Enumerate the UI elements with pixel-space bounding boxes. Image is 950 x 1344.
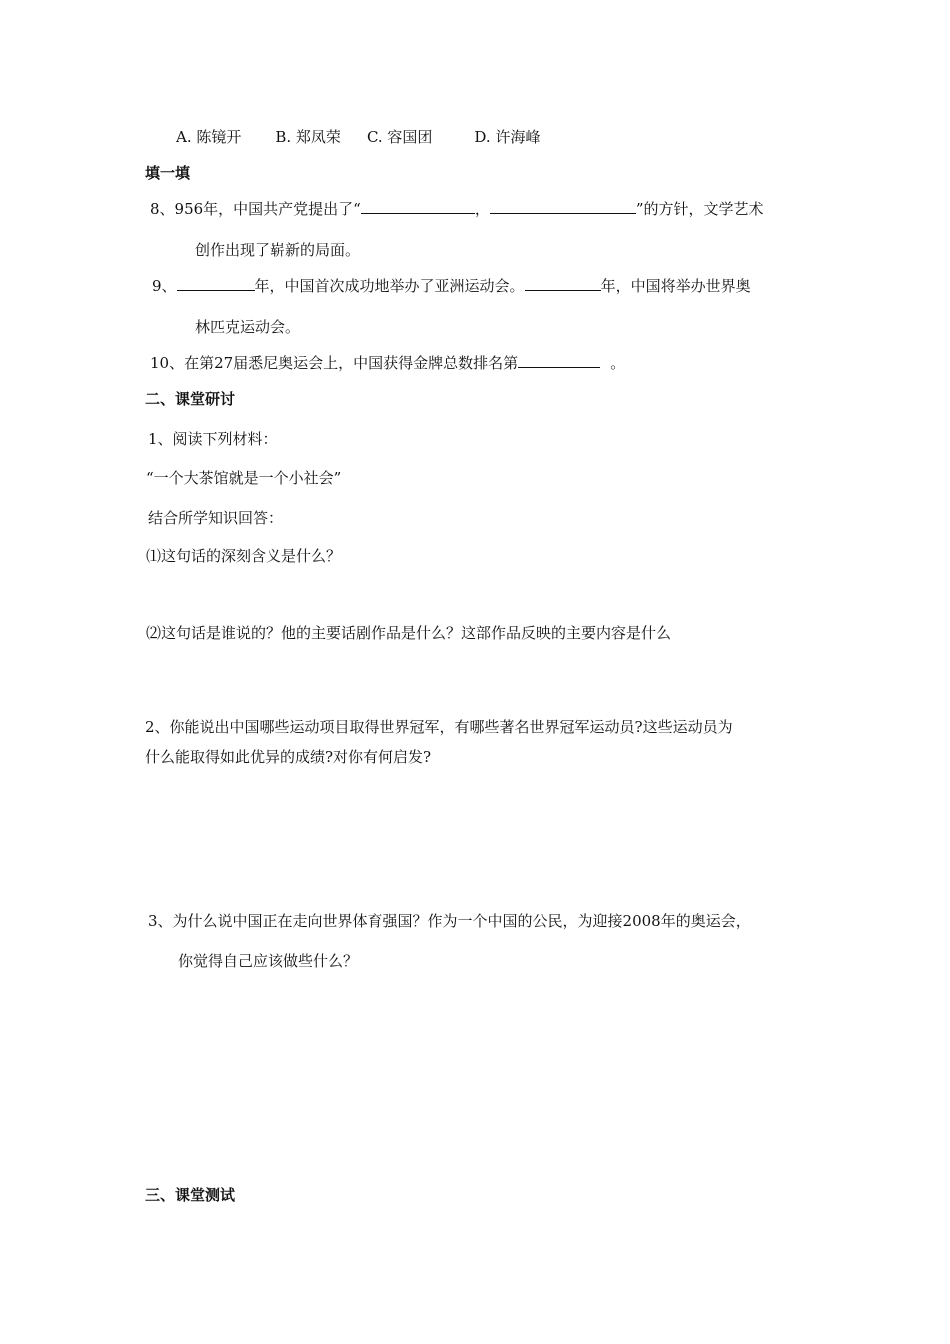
discussion-q3-line1: 3、为什么说中国正在走向世界体育强国？作为一个中国的公民，为迎接2008年的奥运会，: [148, 912, 751, 930]
choice-c: C. 容国团: [366, 128, 433, 146]
discussion-q1-prompt: 结合所学知识回答：: [148, 509, 284, 527]
question-9: [152, 276, 751, 296]
q9-part2: 年，中国首次成功地举办了亚洲运动会。: [254, 277, 525, 295]
q8-blank-2[interactable]: [490, 199, 636, 214]
discussion-q1-quote: “一个大茶馆就是一个小社会”: [146, 469, 342, 487]
discussion-q1-sub1: ⑴这句话的深刻含义是什么？: [146, 547, 342, 565]
q9-blank-2[interactable]: [525, 276, 601, 291]
q8-part1: 8、956年，中国共产党提出了“: [150, 200, 361, 218]
q10-blank[interactable]: [518, 353, 600, 368]
question-9-cont: 林匹克运动会。: [195, 318, 301, 336]
q8-part2: ，: [474, 200, 490, 218]
q9-part1: 9、: [152, 277, 177, 295]
discussion-q3-line2: 你觉得自己应该做些什么？: [178, 952, 359, 970]
section-3-title: 三、课堂测试: [145, 1186, 236, 1204]
question-10: [150, 353, 625, 373]
question-8-cont: 创作出现了崭新的局面。: [195, 241, 361, 259]
fill-section-title: 填一填: [145, 164, 191, 182]
discussion-q1-intro: 1、阅读下列材料：: [148, 430, 278, 448]
choices-row: [176, 127, 540, 147]
choice-d: D. 许海峰: [474, 128, 541, 146]
q9-blank-1[interactable]: [177, 276, 255, 291]
q10-part1: 10、在第27届悉尼奥运会上，中国获得金牌总数排名第: [150, 354, 519, 372]
q9-part3: 年，中国将举办世界奥: [600, 277, 751, 295]
q8-blank-1[interactable]: [361, 199, 475, 214]
q8-part3: ”的方针，文学艺术: [635, 200, 764, 218]
discussion-q1-sub2: ⑵这句话是谁说的？他的主要话剧作品是什么？这部作品反映的主要内容是什么: [146, 624, 672, 642]
discussion-q2-line2: 什么能取得如此优异的成绩?对你有何启发?: [145, 748, 432, 766]
q10-part2: 。: [610, 354, 626, 372]
section-2-title: 二、课堂研讨: [145, 390, 236, 408]
question-8: [150, 199, 764, 219]
discussion-q2-line1: 2、你能说出中国哪些运动项目取得世界冠军，有哪些著名世界冠军运动员?这些运动员为: [145, 718, 733, 736]
choice-a: A. 陈镜开: [176, 128, 242, 146]
choice-b: B. 郑凤荣: [275, 128, 341, 146]
